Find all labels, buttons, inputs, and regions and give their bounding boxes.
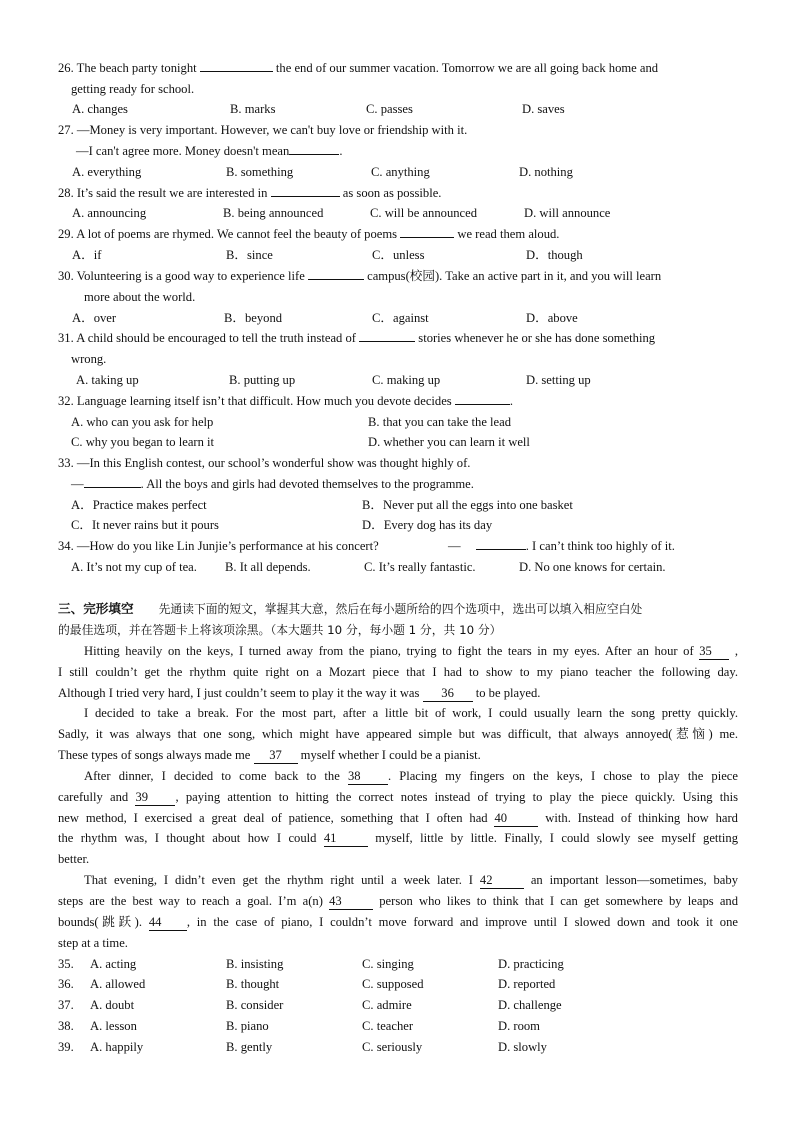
cloze-blank-39: 39 [135,790,175,806]
option-a: A. taking up [76,373,139,387]
passage-text: carefully and [58,790,136,804]
option-b: B. marks [230,102,276,116]
option-number: 37. [58,998,74,1012]
question-text: campus(校园). Take an active part in it, and you will learn [363,269,662,283]
question-33-reply [71,475,474,493]
passage-line: I decided to take a break. For the most part, after a little bit of work, I could usually learn the song pretty quickly. [84,706,738,720]
passage-line [58,913,738,931]
cloze-blank-41: 41 [324,831,368,847]
option-b: B. insisting [226,957,284,971]
option-number: 36. [58,977,74,991]
question-text: as soon as possible. [339,186,442,200]
passage-text: with. Instead of thinking how hard [538,811,738,825]
option-c: C. making up [372,373,441,387]
option-a: A. doubt [90,998,135,1012]
question-text: . I can’t think too highly of it. [525,539,675,553]
option-c: C. singing [362,957,414,971]
option-d: D. nothing [519,165,573,179]
option-c: C．unless [372,248,425,262]
option-d: D．though [526,248,583,262]
passage-line: I still couldn’t get the rhythm quite right on a Mozart piece that I had to show to my piano teacher the following day. [58,665,738,679]
answer-blank [84,487,141,488]
option-d: D．Every dog has its day [362,518,493,532]
passage-line [84,642,738,660]
option-d: D. room [498,1019,540,1033]
option-b: B. consider [226,998,284,1012]
passage-text: bounds(跳跃). [58,915,149,929]
question-text: 30. Volunteering is a good way to experience life [58,269,308,283]
passage-text: That evening, I didn’t even get the rhythm right until a week later. I [84,873,480,887]
question-text: stories whenever he or she has done something [415,331,656,345]
section-instructions-cont: 的最佳选项，并在答题卡上将该项涂黑。（本大题共 10 分，每小题 1 分，共 10 分） [58,623,502,637]
option-d: D. will announce [524,206,611,220]
passage-text: the rhythm was, I thought about how I could [58,831,324,845]
option-a: A. changes [72,102,128,116]
passage-line: better. [58,852,90,866]
option-number: 35. [58,957,74,971]
option-d: D. saves [522,102,565,116]
passage-text: . Placing my fingers on the keys, I chose to play the piece [387,769,738,783]
option-d: D. reported [498,977,556,991]
option-a: A．over [72,311,117,325]
option-a: A. acting [90,957,137,971]
question-text: . [339,144,343,158]
cloze-blank-36: 36 [423,686,473,702]
question-34-stem: 34. —How do you like Lin Junjie’s performance at his concert? [58,539,379,553]
passage-line [58,892,738,910]
question-text: we read them aloud. [454,227,560,241]
option-number: 38. [58,1019,74,1033]
passage-text: to be played. [472,686,541,700]
question-text: . All the boys and girls had devoted themselves to the programme. [140,477,474,491]
option-c: C. why you began to learn it [71,435,215,449]
passage-line [84,767,738,785]
option-a: A. announcing [72,206,147,220]
passage-line [58,829,738,847]
cloze-blank-38: 38 [348,769,388,785]
question-26-continuation: getting ready for school. [71,82,195,96]
option-a: A．Practice makes perfect [71,498,207,512]
passage-line [58,746,481,764]
option-a: A. lesson [90,1019,137,1033]
passage-text: person who likes to think that I can get somewhere by leaps and [373,894,738,908]
passage-text: new method, I exercised a great deal of patience, something that I often had [58,811,495,825]
option-a: A. It’s not my cup of tea. [71,560,197,574]
section-instructions: 先通读下面的短文，掌握其大意，然后在每小题所给的四个选项中，选出可以填入相应空白处 [158,602,643,616]
passage-line [58,809,738,827]
option-b: B. It all depends. [225,560,311,574]
question-27-stem: 27. —Money is very important. However, we can't buy love or friendship with it. [58,123,468,137]
option-d: D. challenge [498,998,562,1012]
question-text: the end of our summer vacation. Tomorrow we are all going back home and [272,61,659,75]
question-text: 28. It’s said the result we are interested in [58,186,271,200]
option-c: C. will be announced [370,206,478,220]
answer-blank [476,549,526,550]
question-text: —I can't agree more. Money doesn't mean [76,144,290,158]
question-27-reply [76,142,342,160]
option-b: B. putting up [229,373,296,387]
passage-line [58,788,738,806]
option-c: C. teacher [362,1019,414,1033]
option-b: B. gently [226,1040,273,1054]
passage-text: an important lesson—sometimes, baby [523,873,738,887]
passage-text: These types of songs always made me [58,748,254,762]
question-text: 29. A lot of poems are rhymed. We cannot feel the beauty of poems [58,227,401,241]
question-32-stem [58,392,513,410]
question-text: 32. Language learning itself isn’t that difficult. How much you devote decides [58,394,455,408]
question-text: . [509,394,513,408]
question-31-stem [58,329,655,347]
question-text: — [448,539,464,553]
option-a: A. everything [72,165,142,179]
question-text: 26. The beach party tonight [58,61,200,75]
question-text: — [71,477,84,491]
option-c: C．against [372,311,429,325]
passage-text: , [729,644,738,658]
cloze-blank-43: 43 [329,894,373,910]
option-number: 39. [58,1040,74,1054]
question-29-stem [58,225,559,243]
answer-blank [289,154,339,155]
option-b: B. piano [226,1019,269,1033]
option-c: C．It never rains but it pours [71,518,219,532]
question-34-reply [448,537,675,555]
question-30-continuation: more about the world. [84,290,196,304]
section-title: 三、完形填空 [58,601,134,616]
option-d: D. whether you can learn it well [368,435,530,449]
option-d: D. No one knows for certain. [519,560,666,574]
option-c: C. anything [371,165,430,179]
passage-text: steps are the best way to reach a goal. I’m a(n) [58,894,330,908]
cloze-blank-42: 42 [480,873,524,889]
cloze-blank-44: 44 [149,915,187,931]
question-33-stem: 33. —In this English contest, our school’s wonderful show was thought highly of. [58,456,471,470]
option-c: C. admire [362,998,412,1012]
question-text: 31. A child should be encouraged to tell the truth instead of [58,331,360,345]
option-b: B．beyond [224,311,283,325]
option-b: B. thought [226,977,280,991]
passage-line [84,871,738,889]
option-a: A. who can you ask for help [71,415,214,429]
answer-blank [400,237,454,238]
passage-text: After dinner, I decided to come back to the [84,769,348,783]
option-d: D. slowly [498,1040,547,1054]
passage-line: Sadly, it was always that one song, which might have appeared simple but was difficult, that always annoyed(惹恼) me. [58,727,738,741]
passage-text: , in the case of piano, I couldn’t move forward and improve until I slowed down and took it one [186,915,738,929]
option-d: D. setting up [526,373,591,387]
option-c: C. seriously [362,1040,423,1054]
option-b: B．since [226,248,273,262]
option-b: B. being announced [223,206,324,220]
passage-text: Although I tried very hard, I just couldn’t seem to play it the way it was [58,686,423,700]
option-c: C. supposed [362,977,424,991]
cloze-blank-35: 35 [699,644,729,660]
answer-blank [455,404,510,405]
option-a: A. happily [90,1040,144,1054]
cloze-blank-40: 40 [494,811,538,827]
passage-text: , paying attention to hitting the correct notes instead of trying to play the piece quickly. Using this [175,790,738,804]
answer-blank [308,279,364,280]
passage-text: Hitting heavily on the keys, I turned away from the piano, trying to fight the tears in my eyes. After an hour of [84,644,700,658]
question-30-stem [58,267,661,285]
option-c: C. passes [366,102,413,116]
option-a: A．if [72,248,102,262]
cloze-blank-37: 37 [254,748,298,764]
passage-line: step at a time. [58,936,128,950]
question-28-stem [58,184,441,202]
answer-blank [200,71,273,72]
option-a: A. allowed [90,977,146,991]
question-31-continuation: wrong. [71,352,107,366]
passage-line [58,684,540,702]
answer-blank [359,341,415,342]
option-d: D. practicing [498,957,564,971]
option-b: B. that you can take the lead [368,415,512,429]
question-26-stem [58,59,658,77]
option-b: B. something [226,165,294,179]
passage-text: myself, little by little. Finally, I could slowly see myself getting [367,831,738,845]
answer-blank [271,196,340,197]
option-c: C. It’s really fantastic. [364,560,476,574]
option-d: D．above [526,311,578,325]
option-b: B．Never put all the eggs into one basket [362,498,573,512]
section-heading [58,600,642,618]
passage-text: myself whether I could be a pianist. [297,748,481,762]
